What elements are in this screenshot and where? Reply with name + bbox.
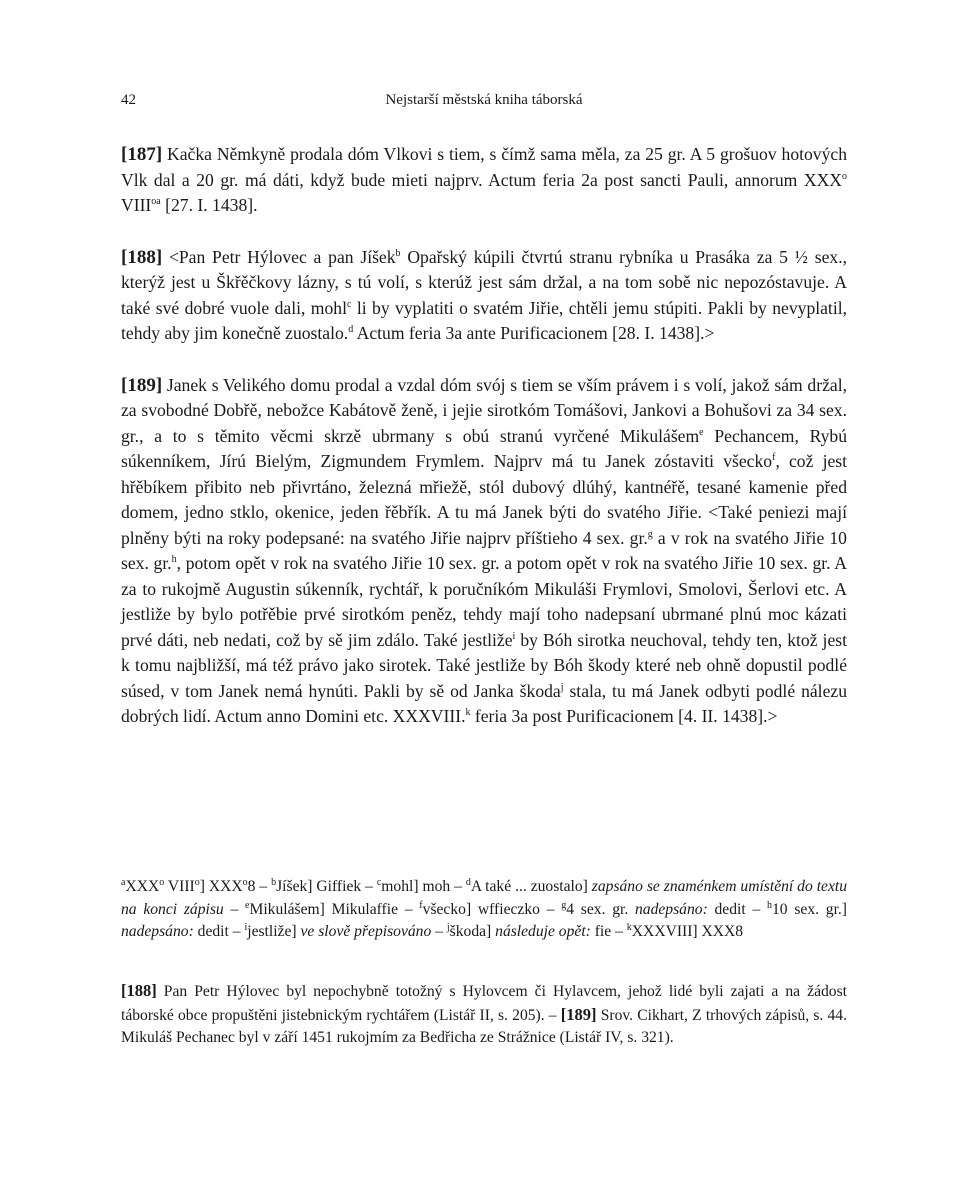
footnote-marker: g <box>561 899 567 911</box>
text-run: – <box>223 900 246 918</box>
text-run: feria 3a post Purificacionem [4. II. 1438].> <box>470 706 778 726</box>
footnote-marker: o <box>842 170 847 182</box>
footnote-marker: h <box>767 899 772 911</box>
footnote-marker: oa <box>151 196 161 208</box>
entry-text <box>121 144 847 215</box>
page-header <box>121 92 847 112</box>
text-run: Srov. Cikhart, Z trhových zápisů, s. 44. Mikuláš Pechanec byl v září 1451 rukojmím za Bedřicha ze Strážnice (Listář IV, s. 321). <box>121 1006 847 1046</box>
footnote-marker: o <box>194 876 200 888</box>
entry-number: [187] <box>121 144 163 165</box>
entry-188 <box>121 245 847 347</box>
text-run: 8 – <box>247 878 272 895</box>
footnote-marker: d <box>465 876 471 888</box>
text-run: , což jest hřěbíkem přibito neb přivrtáno, železná mřiežě, stól dubový dlúhý, kantnéřě, tesané kamenie před domem, jedno stklo, okenice, jeden řěbřík. A tu má Janek býti do svatého Jiřie. <Také peniezi mají plněny býti na roky podepsané: na svatého Jiřie najprv příštieho 4 sex. gr. <box>121 451 848 548</box>
text-run: li by vyplatiti o svatém Jiřie, chtěli jemu stúpiti. Pakli by nevyplatil, tehdy aby jim konečně zuostalo. <box>121 297 847 343</box>
text-run: Opařský kúpili čtvrtú stranu rybníka u Prasáka za 5 ½ sex., kterýž jest u Škřěčkovy lázny, s tú volí, s kterúž jest sám držal, a na tom sobě nic nepozóstavuje. A také své dobré vuole dali, mohl <box>121 246 847 318</box>
footnote-marker: k <box>465 707 471 719</box>
text-run: jestliže] <box>247 923 301 940</box>
text-run: dedit – <box>193 923 245 940</box>
entry-189 <box>121 373 847 730</box>
footnote-marker: f <box>772 452 776 464</box>
commentary-notes <box>121 980 847 1050</box>
footnote-marker: f <box>419 899 423 911</box>
footnote-marker: d <box>348 324 354 336</box>
text-run: A také ... zuostalo] <box>470 878 592 895</box>
footnote-marker: o <box>159 876 165 888</box>
footnote-marker: c <box>376 876 382 888</box>
footnote-marker: a <box>121 876 126 888</box>
text-run: by Bóh sirotka neuchoval, tehdy ten, ktož jest k tomu najbližší, má též právo jako sirotek. Také jestliže by Bóh škody které neb ohně dopustil podlé súsed, v tom Janek nemá hynúti. Pakli by sě od Janka škoda <box>121 629 847 701</box>
editorial-note: nadepsáno: <box>121 923 194 940</box>
entry-number: [188] <box>121 246 163 268</box>
editorial-note: následuje opět: <box>495 923 591 940</box>
footnote-marker: c <box>346 298 352 310</box>
footnote-marker: b <box>395 247 401 259</box>
text-run: Pan Petr Hýlovec byl nepochybně totožný s Hylovcem či Hylavcem, jehož lidé byli zajati a na žádost táborské obce propuštěni jistebnickým rychtářem (Listář II, s. 205). – <box>121 983 847 1024</box>
text-run: Pechancem, Rybú súkenníkem, Jírú Bielým, Zigmundem Frymlem. Najprv má tu Janek zóstaviti všecko <box>121 425 847 471</box>
text-run: mohl] moh – <box>381 878 466 895</box>
text-run: stala, tu má Janek odbyti podlé nálezu dobrých lidí. Actum anno Domini etc. XXXVIII. <box>121 680 847 726</box>
editorial-note: nadepsáno: <box>635 900 708 918</box>
footnote-marker: k <box>626 921 632 933</box>
text-run: všecko] wffieczko – <box>422 900 562 918</box>
text-run: [27. I. 1438]. <box>160 195 258 215</box>
running-title: Nejstarší městská kniha táborská <box>385 92 583 108</box>
text-run: 4 sex. gr. <box>566 900 635 918</box>
text-run: XXX <box>125 878 160 895</box>
text-run: fie – <box>590 923 627 940</box>
text-run: VIII <box>164 878 195 895</box>
page-number: 42 <box>121 92 136 108</box>
text-run: Mikulášem] Mikulaffie – <box>249 900 420 918</box>
footnote-marker: g <box>647 528 653 540</box>
text-run: – <box>431 923 447 940</box>
text-run: ] XXX <box>199 878 243 895</box>
text-run: , potom opět v rok na svatého Jiřie 10 sex. gr. a potom opět v rok na svatého Jiřie 10 sex. gr. A za to rukojmě Augustin súkenník, rychtář, k poručníkóm Mikuláši Frymlovi, Smolovi, Šerlovi etc. A jestliže by bylo potřěbie prvé sirotkóm peněz, tehdy mají toho nadepsaní ubrmané plnú moc kázati prvé dáti, neb nedati, což by sě jim zdálo. Také jestliže <box>121 553 847 650</box>
text-run: XXXVIII] XXX8 <box>631 923 744 940</box>
footnote-marker: e <box>245 899 250 911</box>
editorial-note: zapsáno se znaménkem umístění do textu na konci zápisu <box>121 878 848 918</box>
main-text <box>121 142 847 756</box>
footnote-marker: j <box>446 921 450 933</box>
text-run: VIII <box>121 195 152 215</box>
entry-reference: [188] <box>121 981 157 1000</box>
entry-text <box>121 247 847 344</box>
text-run: dedit – <box>707 900 767 918</box>
entry-187 <box>121 142 847 219</box>
text-run: Kačka Němkyně prodala dóm Vlkovi s tiem, s čímž sama měla, za 25 gr. A 5 grošuov hotových Vlk dal a 20 gr. má dáti, když bude mieti najprv. Actum feria 2a post sancti Pauli, annorum XXX <box>121 144 847 190</box>
text-run: a v rok na svatého Jiřie 10 sex. gr. <box>121 527 847 573</box>
text-run: Actum feria 3a ante Purificacionem [28. I. 1438].> <box>353 323 715 343</box>
footnote-marker: b <box>271 876 277 888</box>
text-run: <Pan Petr Hýlovec a pan Jíšek <box>162 246 396 267</box>
footnote-marker: i <box>512 630 516 642</box>
footnote-marker: e <box>699 426 704 438</box>
footnote-marker: i <box>244 921 248 933</box>
text-run: Jíšek] Giffiek – <box>276 878 377 895</box>
text-run: Janek s Velikého domu prodal a vzdal dóm svój s tiem se vším právem i s volí, jakož sám držal, za svobodné Dobřě, nebožce Kabátově ženě, i jejie sirotkóm Tomášovi, Jankovi a Bohušovi za 34 sex. gr., a to s těmito věcmi skrzě ubrmany s obú stranú vyrčené Mikulášem <box>121 374 847 446</box>
footnote-marker: j <box>560 681 564 693</box>
editorial-note: ve slově přepisováno <box>300 923 432 940</box>
text-run: škoda] <box>449 923 496 940</box>
footnote-marker: h <box>171 554 177 566</box>
text-run: 10 sex. gr.] <box>772 900 847 918</box>
entry-number: [189] <box>121 374 163 396</box>
footnote-marker: o <box>242 876 248 888</box>
critical-apparatus <box>121 876 847 944</box>
entry-text <box>121 375 847 727</box>
entry-reference: [189] <box>560 1004 597 1024</box>
